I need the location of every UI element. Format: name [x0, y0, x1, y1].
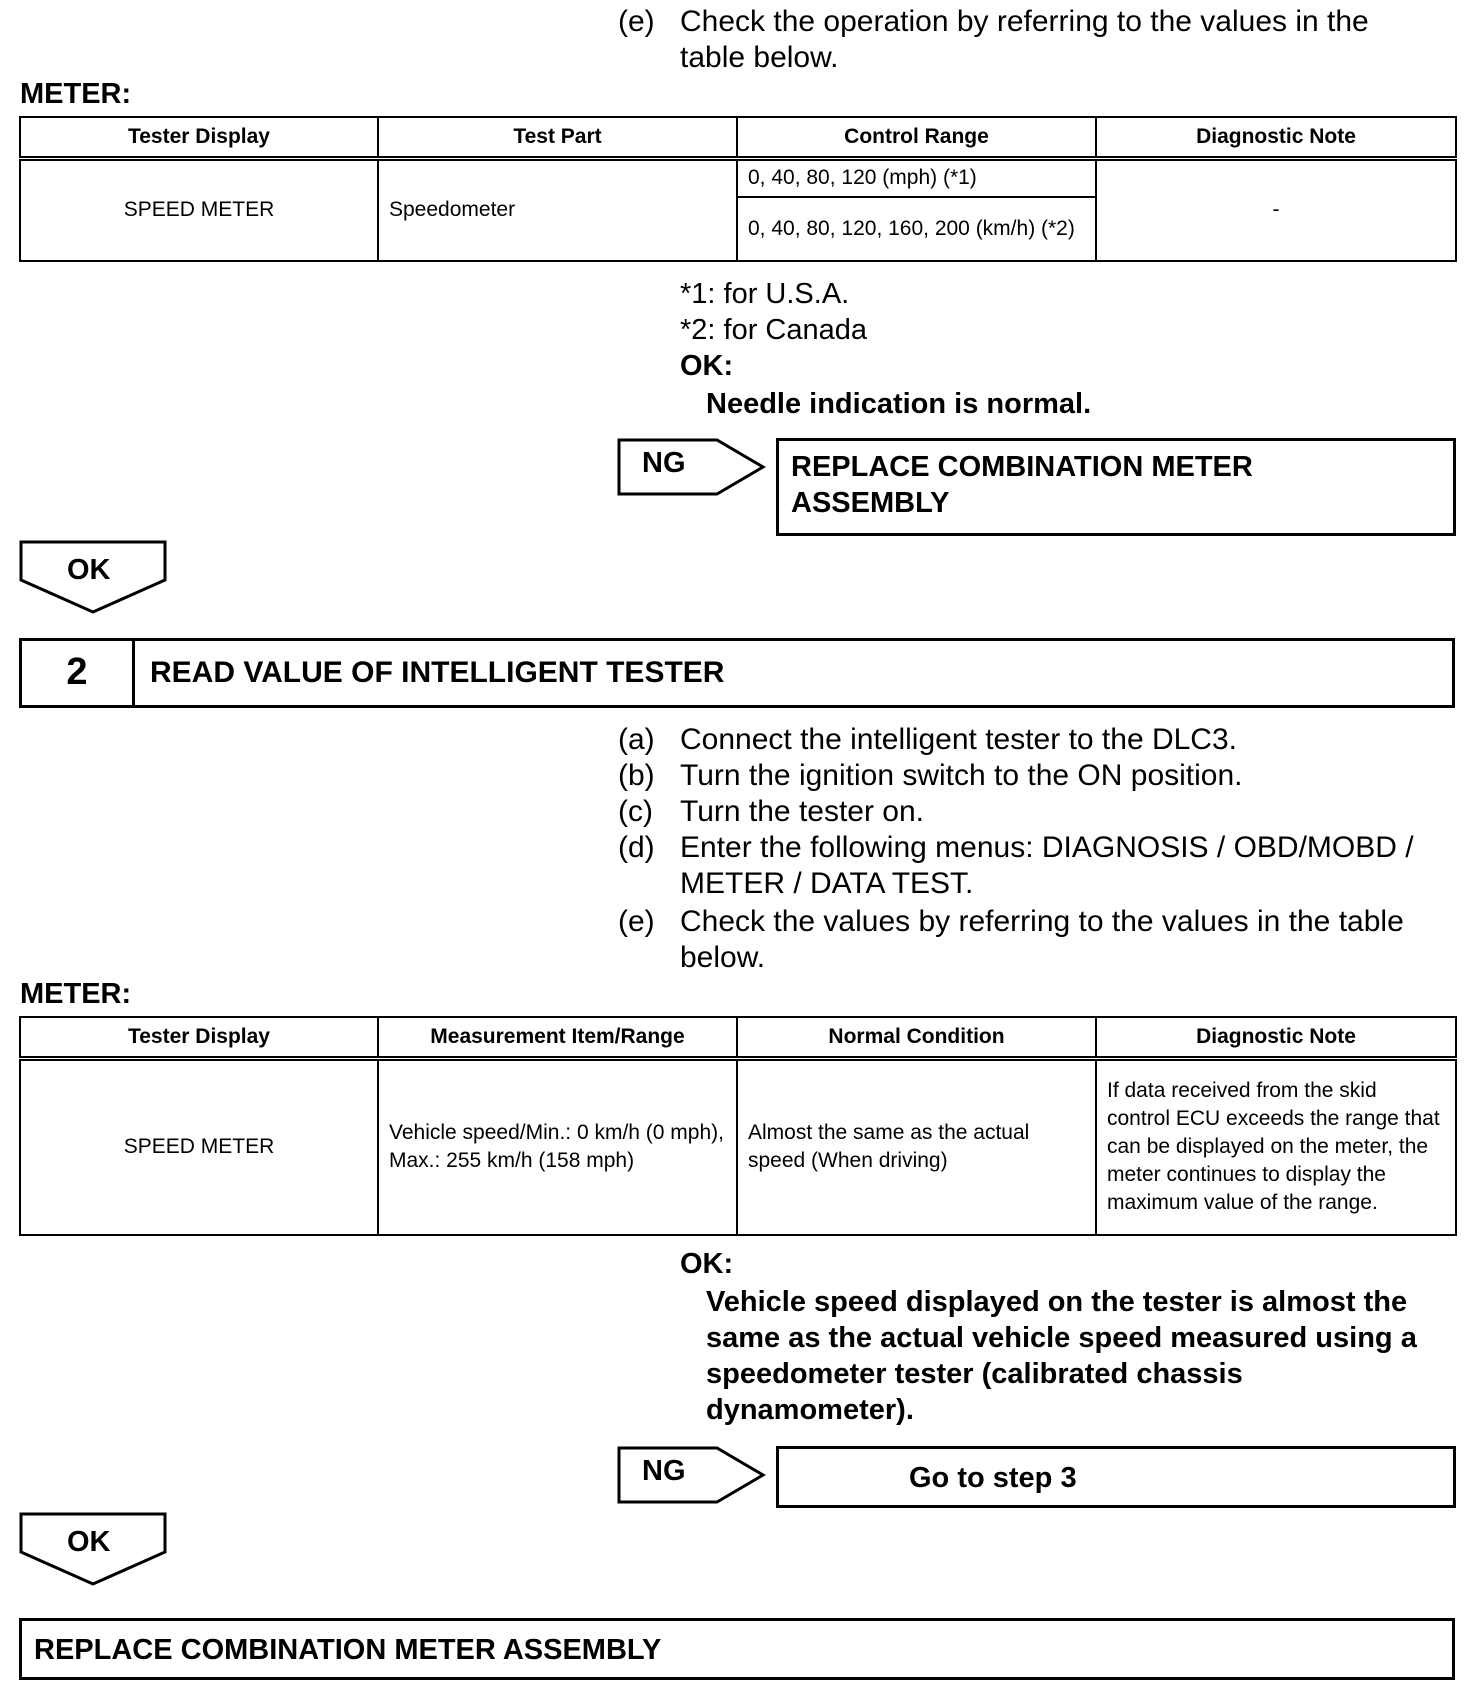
ng-badge-label: NG	[642, 1455, 686, 1487]
meter-active-test-table	[19, 116, 1457, 262]
ok-label: OK:	[680, 350, 734, 382]
normal-condition-cell: Almost the same as the actual speed (When driving)	[737, 1059, 1096, 1235]
control-range-cell: 0, 40, 80, 120 (mph) (*1)	[737, 159, 1096, 197]
meter-label: METER:	[20, 78, 132, 110]
table-row	[20, 159, 1456, 197]
column-header: Measurement Item/Range	[378, 1017, 737, 1059]
instruction-e-1	[618, 4, 1438, 84]
instruction-a	[618, 722, 1438, 758]
ng-result-text: Go to step 3	[909, 1462, 1077, 1494]
table-header-row	[20, 117, 1456, 159]
footnote: *2: for Canada	[680, 314, 868, 346]
tester-display-cell: SPEED METER	[20, 159, 378, 261]
final-result-box	[19, 1618, 1455, 1680]
diagnostic-note-cell: -	[1096, 159, 1456, 261]
ng-badge-label: NG	[642, 447, 686, 479]
instruction-letter: (e)	[618, 5, 655, 38]
footnote: *1: for U.S.A.	[680, 278, 850, 310]
column-header: Tester Display	[20, 1017, 378, 1059]
instruction-d	[618, 830, 1438, 902]
final-result-text: REPLACE COMBINATION METER ASSEMBLY	[34, 1634, 662, 1666]
instruction-text: Check the operation by referring to the values in the table below.	[680, 5, 1369, 74]
ok-arrow-label: OK	[67, 1526, 111, 1558]
diagnostic-note-cell: If data received from the skid control ECU exceeds the range that can be displayed on the meter, the meter continues to display the maximum value of the range.	[1096, 1059, 1456, 1235]
instruction-text: Turn the tester on.	[680, 795, 925, 828]
column-header: Diagnostic Note	[1096, 117, 1456, 159]
instruction-c	[618, 794, 1438, 830]
instruction-b	[618, 758, 1438, 794]
instruction-e-2	[618, 904, 1438, 976]
instruction-letter: (d)	[618, 831, 655, 864]
step-header	[19, 638, 1455, 708]
column-header: Tester Display	[20, 117, 378, 159]
instruction-text: Turn the ignition switch to the ON position.	[680, 759, 1243, 792]
instruction-text: Check the values by referring to the values in the table below.	[680, 905, 1404, 974]
instruction-letter: (e)	[618, 905, 655, 938]
column-header: Normal Condition	[737, 1017, 1096, 1059]
step-title: READ VALUE OF INTELLIGENT TESTER	[150, 656, 725, 689]
step-number: 2	[22, 641, 135, 705]
instruction-text: Connect the intelligent tester to the DLC3.	[680, 723, 1237, 756]
measurement-cell: Vehicle speed/Min.: 0 km/h (0 mph), Max.: 255 km/h (158 mph)	[378, 1059, 737, 1235]
meter-label: METER:	[20, 978, 132, 1010]
column-header: Test Part	[378, 117, 737, 159]
column-header: Control Range	[737, 117, 1096, 159]
control-range-cell: 0, 40, 80, 120, 160, 200 (km/h) (*2)	[737, 197, 1096, 261]
tester-display-cell: SPEED METER	[20, 1059, 378, 1235]
ok-condition-text: Vehicle speed displayed on the tester is almost the same as the actual vehicle speed measured using a speedometer tester (calibrated chassis dynamometer).	[706, 1286, 1417, 1426]
ng-result-text: REPLACE COMBINATION METER ASSEMBLY	[791, 451, 1253, 519]
column-header: Diagnostic Note	[1096, 1017, 1456, 1059]
instruction-letter: (a)	[618, 723, 655, 756]
ok-label: OK:	[680, 1248, 734, 1280]
table-row	[20, 1059, 1456, 1235]
instruction-letter: (b)	[618, 759, 655, 792]
instruction-text: Enter the following menus: DIAGNOSIS / OBD/MOBD / METER / DATA TEST.	[680, 831, 1414, 900]
ng-arrow-icon	[617, 1446, 767, 1504]
table-header-row	[20, 1017, 1456, 1059]
test-part-cell: Speedometer	[378, 159, 737, 261]
ng-result-box	[776, 438, 1456, 536]
meter-data-list-table	[19, 1016, 1457, 1236]
ng-arrow-icon	[617, 438, 767, 496]
ok-arrow-label: OK	[67, 554, 111, 586]
ng-result-box	[776, 1446, 1456, 1508]
instruction-letter: (c)	[618, 795, 653, 828]
ok-condition-text: Needle indication is normal.	[706, 388, 1092, 420]
